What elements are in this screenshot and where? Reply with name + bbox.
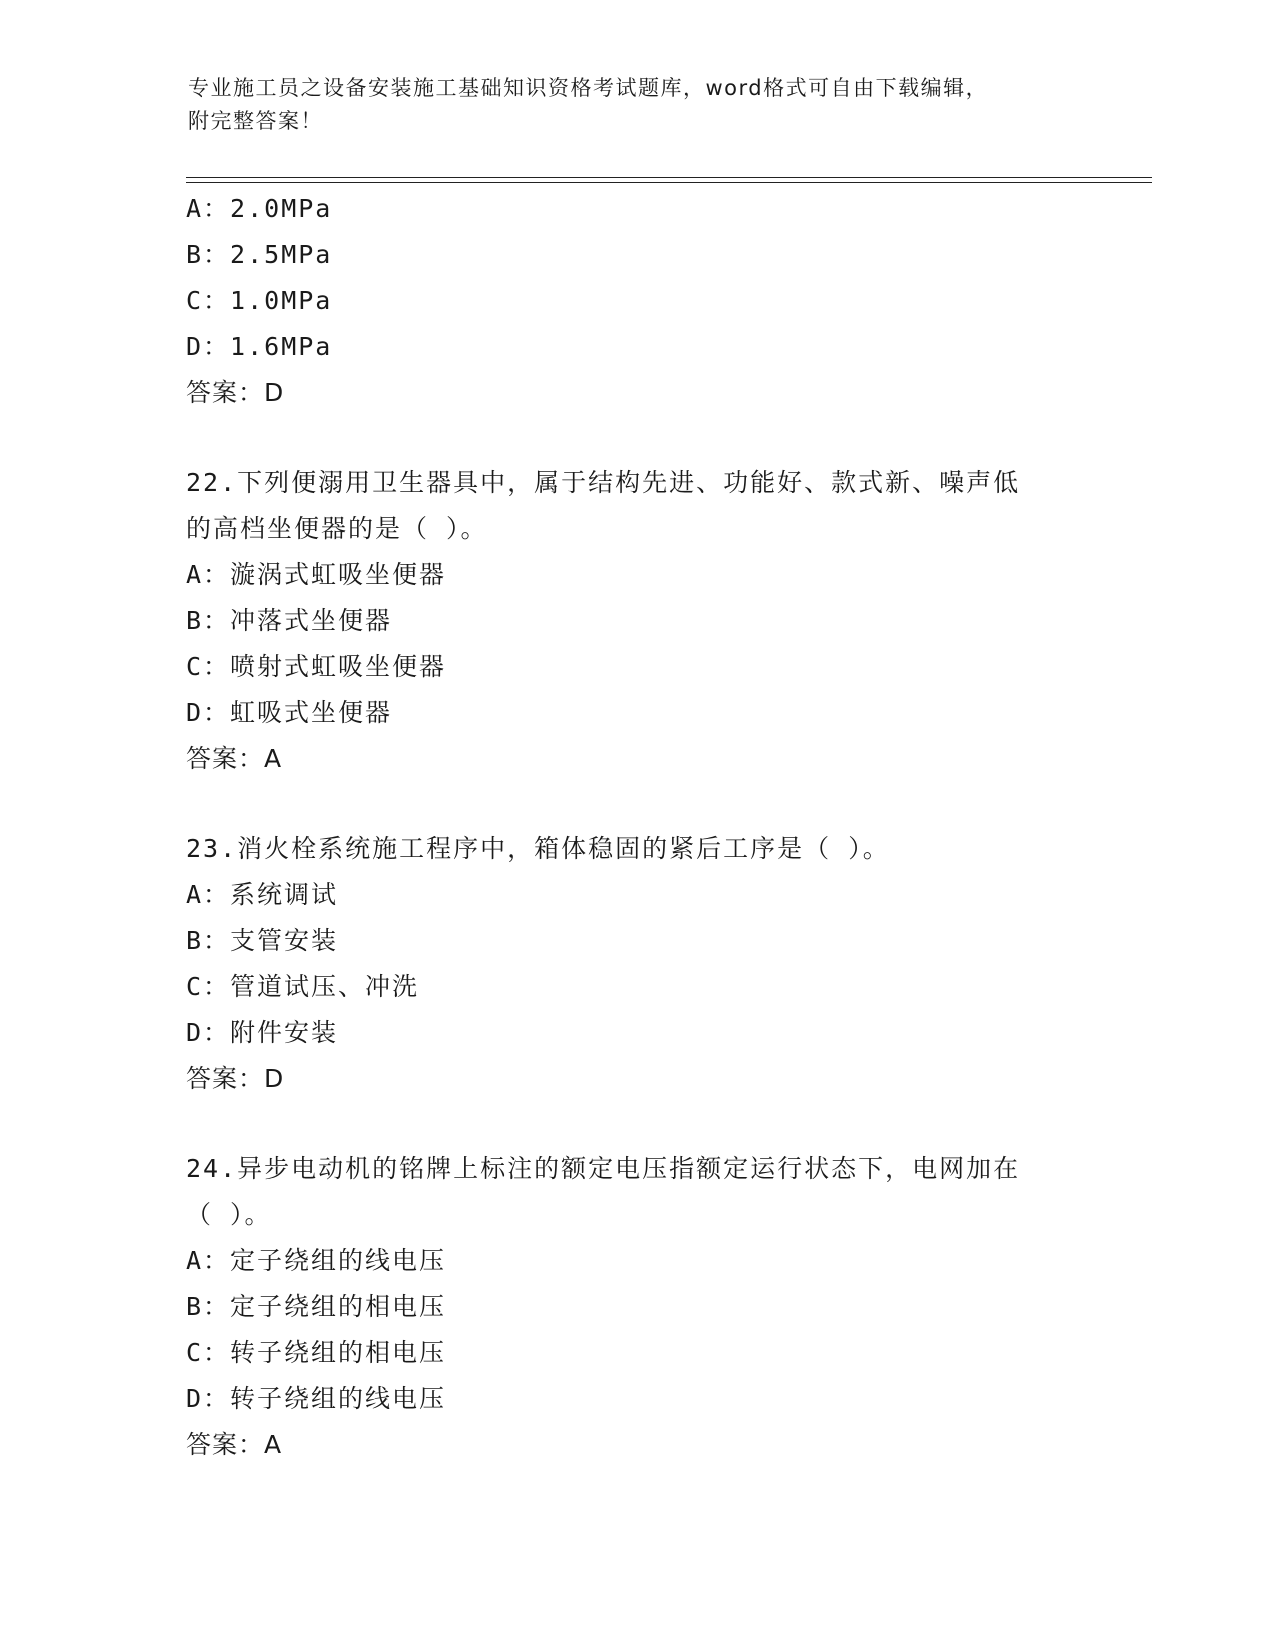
question-22 [186, 460, 1086, 782]
option-b: B：冲落式坐便器 [186, 606, 393, 635]
question-text-line-1: 22.下列便溺用卫生器具中，属于结构先进、功能好、款式新、噪声低 [186, 468, 1021, 497]
option-b: B：支管安装 [186, 926, 339, 955]
page-header [188, 72, 1068, 138]
option-d: D：转子绕组的线电压 [186, 1384, 447, 1413]
option-a: A：系统调试 [186, 880, 339, 909]
question-list [186, 186, 1086, 1468]
question-text-line-2: （ ）。 [186, 1200, 272, 1229]
option-c: C：喷射式虹吸坐便器 [186, 652, 447, 681]
option-c: C：转子绕组的相电压 [186, 1338, 447, 1367]
option-d: D：1.6MPa [186, 332, 333, 361]
header-divider [186, 177, 1152, 183]
option-b: B：2.5MPa [186, 240, 333, 269]
answer: 答案：A [186, 744, 283, 773]
question-text-line-1: 23.消火栓系统施工程序中，箱体稳固的紧后工序是（ ）。 [186, 834, 890, 863]
option-d: D：附件安装 [186, 1018, 339, 1047]
question-24 [186, 1146, 1086, 1468]
answer: 答案：D [186, 378, 285, 407]
header-line-1: 专业施工员之设备安装施工基础知识资格考试题库，word格式可自由下载编辑， [188, 76, 989, 100]
answer: 答案：D [186, 1064, 285, 1093]
question-text-line-1: 24.异步电动机的铭牌上标注的额定电压指额定运行状态下，电网加在 [186, 1154, 1021, 1183]
option-a: A：2.0MPa [186, 194, 333, 223]
question-21 [186, 186, 1086, 416]
option-b: B：定子绕组的相电压 [186, 1292, 447, 1321]
option-a: A：定子绕组的线电压 [186, 1246, 447, 1275]
option-c: C：管道试压、冲洗 [186, 972, 420, 1001]
question-23 [186, 826, 1086, 1102]
answer: 答案：A [186, 1430, 283, 1459]
option-d: D：虹吸式坐便器 [186, 698, 393, 727]
question-text-line-2: 的高档坐便器的是（ ）。 [186, 514, 488, 543]
option-a: A：漩涡式虹吸坐便器 [186, 560, 447, 589]
header-line-2: 附完整答案！ [188, 109, 323, 133]
option-c: C：1.0MPa [186, 286, 333, 315]
